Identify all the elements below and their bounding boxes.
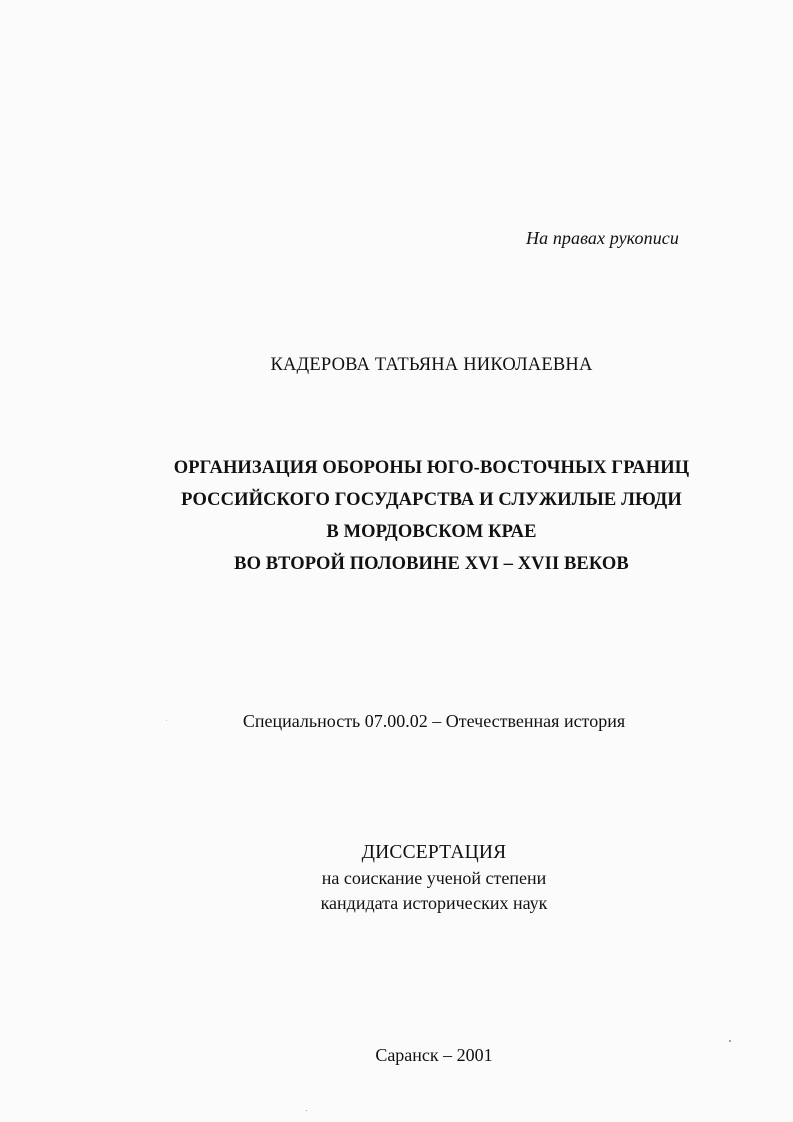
author-name: КАДЕРОВА ТАТЬЯНА НИКОЛАЕВНА: [270, 355, 593, 375]
degree-line-1: на соискание ученой степени: [321, 868, 547, 888]
scan-speck: [729, 1040, 731, 1042]
specialty-line: Специальность 07.00.02 – Отечественная история: [242, 711, 626, 731]
scan-speck: [166, 720, 167, 721]
title-line-3: В МОРДОВСКОМ КРАЕ: [326, 522, 537, 542]
title-line-1: ОРГАНИЗАЦИЯ ОБОРОНЫ ЮГО-ВОСТОЧНЫХ ГРАНИЦ: [173, 458, 690, 478]
dissertation-title: [0, 452, 793, 580]
place-and-year: Саранск – 2001: [375, 1045, 493, 1065]
title-line-2: РОССИЙСКОГО ГОСУДАРСТВА И СЛУЖИЛЫЕ ЛЮДИ: [181, 490, 682, 510]
degree-statement: [0, 839, 793, 916]
scan-speck: [306, 1110, 307, 1111]
title-line-4: ВО ВТОРОЙ ПОЛОВИНЕ XVI – XVII ВЕКОВ: [234, 554, 629, 574]
degree-line-2: кандидата исторических наук: [320, 893, 548, 913]
dissertation-heading: ДИССЕРТАЦИЯ: [361, 842, 507, 863]
manuscript-rights-note: На правах рукописи: [526, 228, 679, 248]
